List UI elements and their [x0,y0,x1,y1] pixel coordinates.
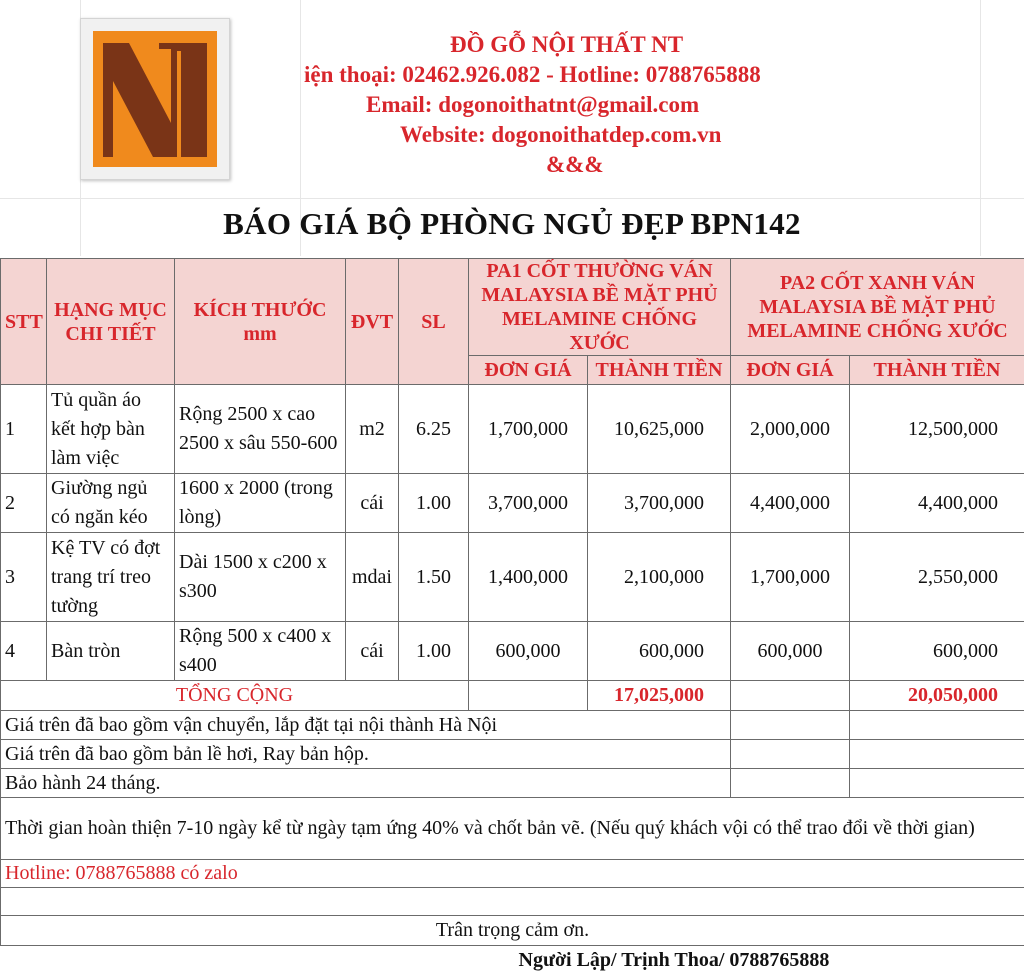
company-email: Email: dogonoithatnt@gmail.com [300,90,940,120]
header-qty: SL [399,259,469,385]
header-pa1-price: ĐƠN GIÁ [469,356,588,385]
note-empty-cell [850,769,1024,798]
header-pa2-total: THÀNH TIỀN [850,356,1024,385]
header-unit: ĐVT [346,259,399,385]
total-label: TỔNG CỘNG [1,681,469,711]
note-text: Giá trên đã bao gồm vận chuyển, lắp đặt tại nội thành Hà Nội [1,711,731,740]
company-logo [80,18,230,180]
row-item: Kệ TV có đợt trang trí treo tường [47,533,175,622]
row-pa1-price: 600,000 [469,622,588,681]
note-empty-cell [850,711,1024,740]
note-text: Bảo hành 24 tháng. [1,769,731,798]
header-pa1: PA1 CỐT THƯỜNG VÁN MALAYSIA BỀ MẶT PHỦ MELAMINE CHỐNG XƯỚC [469,259,731,356]
hotline-row [1,860,1024,888]
row-qty: 1.50 [399,533,469,622]
row-size: Rộng 2500 x cao 2500 x sâu 550-600 [175,385,346,474]
row-unit: m2 [346,385,399,474]
table-row [1,474,1024,533]
row-pa1-total: 600,000 [588,622,731,681]
note-empty-cell [850,740,1024,769]
row-stt: 3 [1,533,47,622]
total-empty-cell [469,681,588,711]
total-row [1,681,1024,711]
row-size: Rộng 500 x c400 x s400 [175,622,346,681]
header-row [1,259,1024,356]
sheet-gridline [0,198,1024,199]
nt-monogram-icon [93,31,217,167]
row-unit: cái [346,474,399,533]
thanks-row [1,916,1024,946]
header-pa2: PA2 CỐT XANH VÁN MALAYSIA BỀ MẶT PHỦ MELAMINE CHỐNG XƯỚC [731,259,1024,356]
header-item: HẠNG MỤC CHI TIẾT [47,259,175,385]
row-unit: mdai [346,533,399,622]
company-header [300,30,940,180]
company-name: ĐỒ GỖ NỘI THẤT NT [300,30,940,60]
note-row [1,711,1024,740]
table-row [1,622,1024,681]
hotline-note: Hotline: 0788765888 có zalo [1,860,1024,888]
note-empty-cell [731,740,850,769]
row-pa2-price: 4,400,000 [731,474,850,533]
row-stt: 1 [1,385,47,474]
row-stt: 4 [1,622,47,681]
note-row [1,769,1024,798]
note-row [1,798,1024,860]
total-pa1: 17,025,000 [588,681,731,711]
row-qty: 1.00 [399,474,469,533]
row-pa2-price: 1,700,000 [731,533,850,622]
header-pa2-price: ĐƠN GIÁ [731,356,850,385]
logo-orange-square [93,31,217,167]
company-phone: iện thoại: 02462.926.082 - Hotline: 0788765888 [300,60,940,90]
row-item: Bàn tròn [47,622,175,681]
row-pa1-price: 3,700,000 [469,474,588,533]
row-pa1-price: 1,400,000 [469,533,588,622]
note-text: Thời gian hoàn thiện 7-10 ngày kể từ ngày tạm ứng 40% và chốt bản vẽ. (Nếu quý khách vội có thể trao đổi về thời gian) [1,798,1024,860]
total-empty-cell [731,681,850,711]
note-row [1,740,1024,769]
row-pa1-total: 10,625,000 [588,385,731,474]
row-item: Giường ngủ có ngăn kéo [47,474,175,533]
row-qty: 1.00 [399,622,469,681]
signature-row [1,946,1024,976]
header-stt: STT [1,259,47,385]
row-pa2-price: 2,000,000 [731,385,850,474]
company-ampersands: &&& [300,150,940,180]
blank-cell [1,888,1024,916]
table-row [1,533,1024,622]
quote-table [0,258,1024,976]
row-size: Dài 1500 x c200 x s300 [175,533,346,622]
row-pa1-total: 2,100,000 [588,533,731,622]
thanks-text: Trân trọng cảm ơn. [1,916,1024,946]
note-empty-cell [731,711,850,740]
header-size: KÍCH THƯỚC mm [175,259,346,385]
header-pa1-total: THÀNH TIỀN [588,356,731,385]
note-text: Giá trên đã bao gồm bản lề hơi, Ray bản hộp. [1,740,731,769]
row-size: 1600 x 2000 (trong lòng) [175,474,346,533]
blank-row [1,888,1024,916]
quote-title: BÁO GIÁ BỘ PHÒNG NGỦ ĐẸP BPN142 [0,206,1024,242]
row-pa2-price: 600,000 [731,622,850,681]
row-stt: 2 [1,474,47,533]
table-row [1,385,1024,474]
row-qty: 6.25 [399,385,469,474]
row-pa1-price: 1,700,000 [469,385,588,474]
row-item: Tủ quần áo kết hợp bàn làm việc [47,385,175,474]
signature-text: Người Lập/ Trịnh Thoa/ 0788765888 [1,946,1024,976]
note-empty-cell [731,769,850,798]
row-unit: cái [346,622,399,681]
row-pa2-total: 2,550,000 [850,533,1024,622]
row-pa2-total: 600,000 [850,622,1024,681]
row-pa1-total: 3,700,000 [588,474,731,533]
company-website: Website: dogonoithatdep.com.vn [300,120,940,150]
total-pa2: 20,050,000 [850,681,1024,711]
row-pa2-total: 4,400,000 [850,474,1024,533]
row-pa2-total: 12,500,000 [850,385,1024,474]
